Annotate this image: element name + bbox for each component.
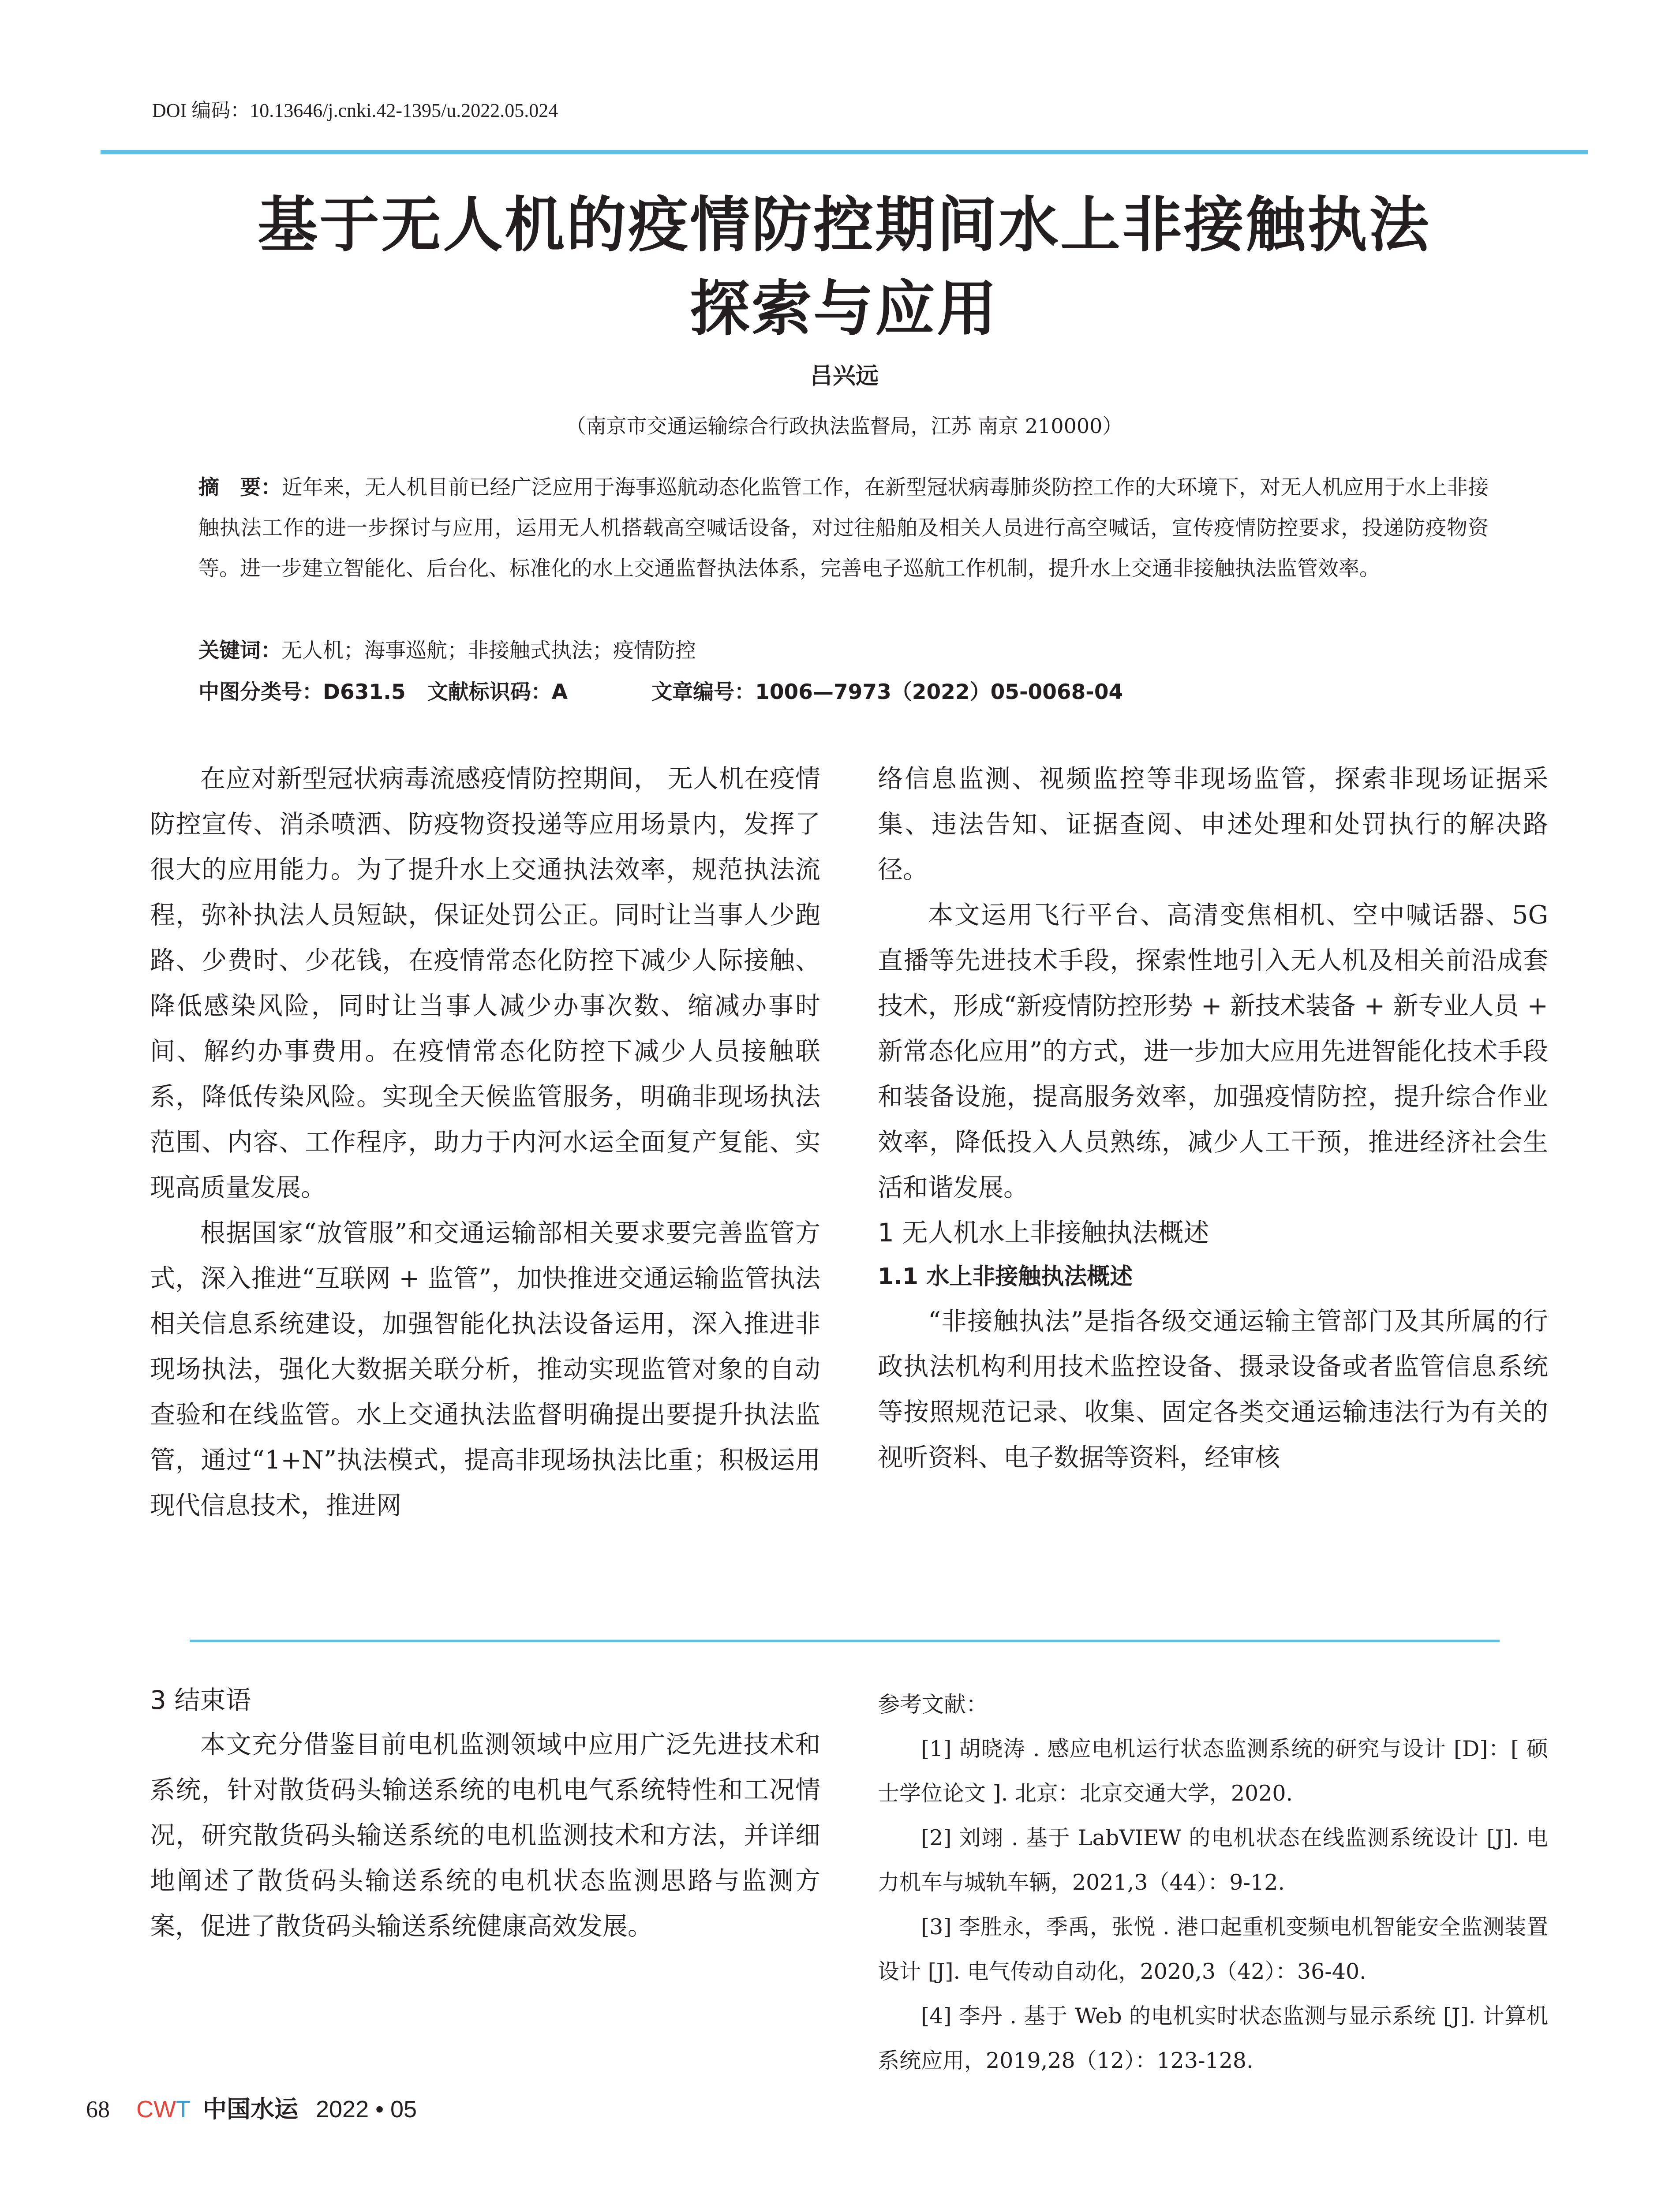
body-left-column: [150, 756, 820, 1529]
issue-number: 2022 • 05: [315, 2096, 417, 2123]
conclusion-column: [150, 1678, 820, 1949]
subsection-heading: 1.1 水上非接触执法概述: [878, 1263, 1133, 1290]
references-heading: 参考文献：: [878, 1692, 988, 1717]
doi-line: DOI 编码：10.13646/j.cnki.42-1395/u.2022.05.024: [152, 100, 558, 121]
class-number: 中图分类号：D631.5: [198, 680, 406, 704]
article-number: 文章编号：1006—7973（2022）05-0068-04: [651, 680, 1123, 704]
keywords: [198, 631, 1489, 671]
reference-item: [4] 李丹 . 基于 Web 的电机实时状态监测与显示系统 [J]. 计算机系统应用，2019,28（12）：123-128.: [878, 2003, 1548, 2073]
header-divider: [101, 150, 1588, 154]
body-paragraph: 本文运用飞行平台、高清变焦相机、空中喊话器、5G 直播等先进技术手段，探索性地引入无人机及相关前沿成套技术，形成“新疫情防控形势 + 新技术装备 + 新专业人员 + 新常态化应用”的方式，进一步加大应用先进智能化技术手段和装备设施，提高服务效率，加强疫情防控，提升综合作业效率，降低投入人员熟练，减少人工干预，推进经济社会生活和谐发展。: [878, 901, 1548, 1202]
author: 吕兴远: [809, 363, 879, 389]
section-heading: 1 无人机水上非接触执法概述: [878, 1218, 1209, 1248]
article-title-line1: 基于无人机的疫情防控期间水上非接触执法: [258, 191, 1431, 260]
doc-code: 文献标识码：A: [427, 680, 568, 704]
journal-logo: CWT: [136, 2096, 191, 2123]
abstract-text: 近年来，无人机目前已经广泛应用于海事巡航动态化监管工作，在新型冠状病毒肺炎防控工作的大环境下，对无人机应用于水上非接触执法工作的进一步探讨与应用，运用无人机搭载高空喊话设备，对过往船舶及相关人员进行高空喊话，宣传疫情防控要求，投递防疫物资等。进一步建立智能化、后台化、标准化的水上交通监督执法体系，完善电子巡航工作机制，提升水上交通非接触执法监管效率。: [198, 475, 1489, 581]
reference-item: [1] 胡晓涛 . 感应电机运行状态监测系统的研究与设计 [D]：[ 硕士学位论文 ]. 北京：北京交通大学，2020.: [878, 1736, 1548, 1806]
keywords-text: 无人机；海事巡航；非接触式执法；疫情防控: [281, 639, 696, 663]
body-paragraph: “非接触执法”是指各级交通运输主管部门及其所属的行政执法机构利用技术监控设备、摄录设备或者监管信息系统等按照规范记录、收集、固定各类交通运输违法行为有关的视听资料、电子数据等资料，经审核: [878, 1307, 1548, 1472]
keywords-label: 关键词：: [198, 639, 281, 663]
affiliation: （南京市交通运输综合行政执法监督局，江苏 南京 210000）: [565, 414, 1123, 438]
abstract-label: 摘 要：: [198, 475, 282, 500]
conclusion-text: 本文充分借鉴目前电机监测领域中应用广泛先进技术和系统，针对散货码头输送系统的电机电气系统特性和工况情况，研究散货码头输送系统的电机监测技术和方法，并详细地阐述了散货码头输送系统的电机状态监测思路与监测方案，促进了散货码头输送系统健康高效发展。: [150, 1730, 820, 1941]
conclusion-heading: 3 结束语: [150, 1685, 251, 1715]
section-divider: [190, 1640, 1500, 1642]
body-paragraph: 在应对新型冠状病毒流感疫情防控期间， 无人机在疫情防控宣传、消杀喷洒、防疫物资投递等应用场景内，发挥了很大的应用能力。为了提升水上交通执法效率，规范执法流程，弥补执法人员短缺，保证处罚公正。同时让当事人少跑路、少费时、少花钱，在疫情常态化防控下减少人际接触、降低感染风险，同时让当事人减少办事次数、缩减办事时间、解约办事费用。在疫情常态化防控下减少人员接触联系，降低传染风险。实现全天候监管服务，明确非现场执法范围、内容、工作程序，助力于内河水运全面复产复能、实现高质量发展。: [150, 764, 820, 1202]
classification-line: [198, 672, 1489, 713]
body-paragraph: 根据国家“放管服”和交通运输部相关要求要完善监管方式，深入推进“互联网 + 监管”，加快推进交通运输监管执法相关信息系统建设，加强智能化执法设备运用，深入推进非现场执法，强化大数据关联分析，推动实现监管对象的自动查验和在线监管。水上交通执法监督明确提出要提升执法监管，通过“1+N”执法模式，提高非现场执法比重；积极运用现代信息技术，推进网: [150, 1218, 820, 1520]
article-title-line2: 探索与应用: [690, 274, 999, 344]
references-column: [878, 1682, 1548, 2083]
reference-item: [3] 李胜永，季禹，张悦 . 港口起重机变频电机智能安全监测装置设计 [J]. 电气传动自动化，2020,3（42）：36-40.: [878, 1914, 1548, 1984]
page-footer: [86, 2090, 417, 2124]
abstract: [198, 467, 1489, 589]
journal-name: 中国水运: [202, 2095, 298, 2123]
reference-item: [2] 刘翊 . 基于 LabVIEW 的电机状态在线监测系统设计 [J]. 电力机车与城轨车辆，2021,3（44）：9-12.: [878, 1825, 1548, 1895]
body-right-column: [878, 756, 1548, 1480]
page-number: 68: [86, 2096, 110, 2123]
body-paragraph: 络信息监测、视频监控等非现场监管，探索非现场证据采集、违法告知、证据查阅、申述处理和处罚执行的解决路径。: [878, 764, 1548, 884]
